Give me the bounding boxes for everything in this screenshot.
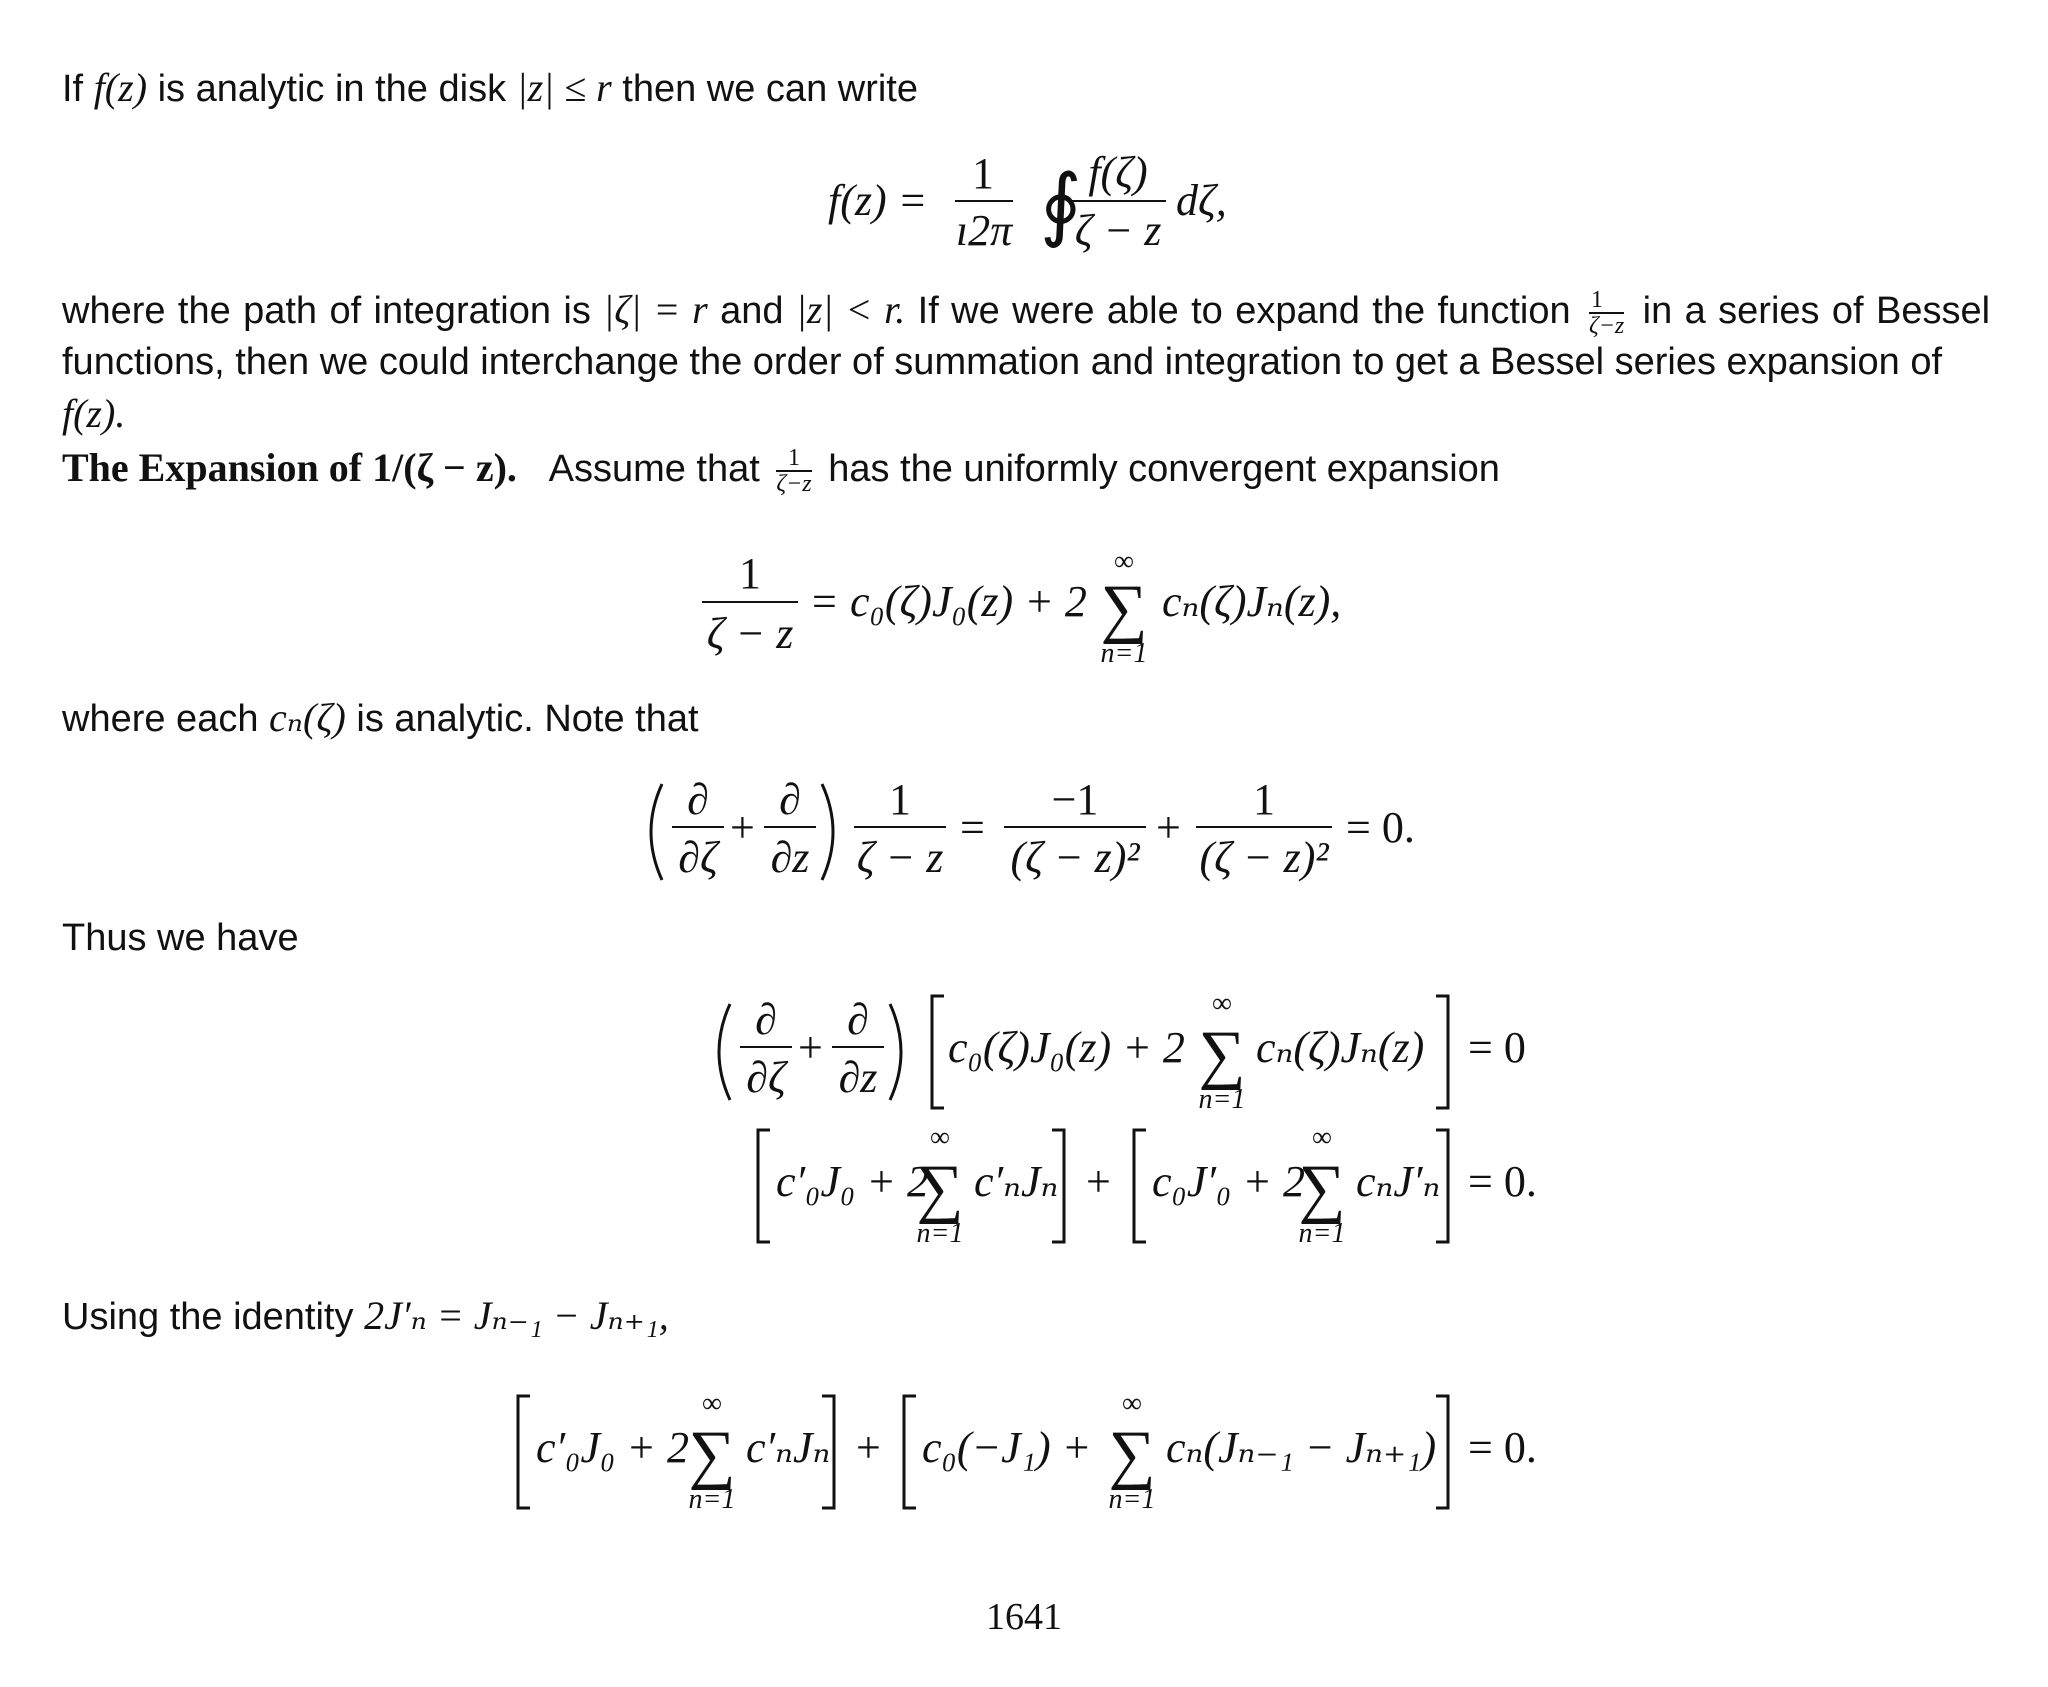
paragraph-identity — [62, 1290, 1990, 1343]
sum-upper: ∞ — [1114, 546, 1134, 577]
frac-num: −1 — [1051, 775, 1099, 824]
eq6-b1-summand: c′ₙJₙ — [746, 1423, 831, 1472]
frac-den: (ζ − z)² — [1199, 833, 1329, 882]
sum-lower: n=1 — [1198, 1084, 1246, 1115]
math-fz: f(z) — [93, 65, 148, 110]
eq2-lhs-den: ζ − z — [706, 609, 794, 658]
eq2-summand: cₙ(ζ)Jₙ(z), — [1162, 577, 1342, 626]
section-heading-line — [62, 442, 1990, 496]
section-heading: The Expansion of 1/(ζ − z). — [62, 445, 517, 490]
eq1-int-num: f(ζ) — [1088, 148, 1148, 197]
sum-upper: ∞ — [702, 1388, 722, 1419]
eq2-lhs-num: 1 — [739, 549, 761, 598]
paragraph-thus — [62, 912, 1990, 964]
sum-sign: ∑ — [688, 1418, 736, 1491]
equation-expansion — [0, 540, 2048, 670]
para2-text: functions, then we could interchange the order of summation and integration to get a Bessel series expansion of — [62, 341, 1943, 383]
frac-num: 1 — [889, 775, 911, 824]
paragraph-path-line2 — [62, 336, 1990, 441]
frac-num: 1 — [1589, 288, 1624, 314]
frac-den: ζ−z — [776, 470, 812, 497]
sum-lower: n=1 — [1298, 1218, 1346, 1249]
equation-cauchy-integral — [0, 145, 2048, 255]
eq-tail: = 0. — [1468, 1423, 1537, 1472]
para4-text: Thus we have — [62, 917, 299, 959]
equation-expanded-brackets — [0, 1120, 2048, 1250]
partial-num: ∂ — [687, 775, 709, 824]
sum-upper: ∞ — [930, 1122, 950, 1153]
eq-tail: = 0 — [1468, 1023, 1526, 1072]
paragraph-analytic — [62, 692, 1990, 745]
eq4-term1: c₀(ζ)J₀(z) + 2 — [948, 1023, 1185, 1072]
para3-text: where each — [62, 698, 259, 740]
sum-lower: n=1 — [1100, 638, 1148, 669]
eq1-integral-sign: ∮ — [1040, 161, 1082, 249]
sum-upper: ∞ — [1312, 1122, 1332, 1153]
intro-paragraph — [62, 62, 1990, 115]
plus: + — [856, 1423, 881, 1472]
plus: + — [1156, 803, 1181, 852]
sum-lower: n=1 — [916, 1218, 964, 1249]
eq5-b2-term: c₀J′₀ + 2 — [1152, 1157, 1305, 1206]
section-text: Assume that — [548, 448, 760, 490]
inline-fraction — [776, 446, 811, 496]
para5-math: 2J′ₙ = Jₙ₋₁ − Jₙ₊₁, — [364, 1293, 669, 1338]
section-text: has the uniformly convergent expansion — [828, 448, 1500, 490]
partial-zeta: ∂ζ — [678, 833, 718, 882]
sum-sign: ∑ — [1198, 1018, 1246, 1091]
frac-den: (ζ − z)² — [1010, 833, 1140, 882]
equation-operator-applied — [0, 986, 2048, 1116]
frac-num: 1 — [1253, 775, 1275, 824]
equation-identity-applied — [0, 1386, 2048, 1516]
partial-zeta: ∂ζ — [746, 1053, 786, 1102]
eq5-b2-summand: cₙJ′ₙ — [1356, 1157, 1441, 1206]
plus: + — [798, 1023, 823, 1072]
plus: + — [730, 803, 755, 852]
eq-tail: = 0. — [1468, 1157, 1537, 1206]
eq2-eq: = — [812, 577, 837, 626]
partial-num: ∂ — [779, 775, 801, 824]
partial-z: ∂z — [770, 833, 810, 882]
sum-sign: ∑ — [1100, 572, 1148, 645]
eq5-b1-term: c′₀J₀ + 2 — [776, 1157, 929, 1206]
para2-math: f(z). — [62, 391, 126, 436]
inline-fraction — [1589, 288, 1624, 338]
sum-lower: n=1 — [1108, 1484, 1156, 1515]
equation-derivative — [0, 772, 2048, 892]
para2-math: |z| < r. — [795, 287, 906, 332]
intro-text: then we can write — [622, 68, 918, 110]
eq1-lhs: f(z) = — [828, 176, 928, 225]
intro-text: If — [62, 68, 84, 110]
paragraph-path-of-integration — [62, 284, 1990, 338]
para2-text: in a series of Bessel — [1642, 290, 1991, 332]
para2-math: |ζ| = r — [603, 287, 708, 332]
partial-num: ∂ — [847, 995, 869, 1044]
eq1-coef-den: ı2π — [955, 206, 1013, 255]
intro-text: is analytic in the disk — [157, 68, 507, 110]
eq2-term1: c₀(ζ)J₀(z) + 2 — [850, 577, 1087, 626]
para3-math: cₙ(ζ) — [269, 695, 346, 740]
eq6-b2-term: c₀(−J₁) + — [922, 1423, 1092, 1472]
sum-lower: n=1 — [688, 1484, 736, 1515]
sum-sign: ∑ — [1108, 1418, 1156, 1491]
para5-text: Using the identity — [62, 1296, 354, 1338]
math-disk: |z| ≤ r — [516, 65, 612, 110]
eq1-coef-num: 1 — [972, 149, 994, 198]
plus: + — [1086, 1157, 1111, 1206]
sum-sign: ∑ — [1298, 1152, 1346, 1225]
para3-text: is analytic. Note that — [356, 698, 699, 740]
eq1-int-den: ζ − z — [1074, 206, 1162, 255]
para2-text: where the path of integration is — [62, 290, 591, 332]
frac-num: 1 — [776, 446, 811, 472]
partial-z: ∂z — [838, 1053, 878, 1102]
eq1-diff: dζ, — [1176, 176, 1227, 225]
frac-den: ζ−z — [1589, 312, 1625, 339]
eq4-summand: cₙ(ζ)Jₙ(z) — [1256, 1023, 1425, 1072]
equals: = — [960, 803, 985, 852]
frac-den: ζ − z — [856, 833, 944, 882]
eq5-b1-summand: c′ₙJₙ — [974, 1157, 1059, 1206]
eq6-b1-term: c′₀J₀ + 2 — [536, 1423, 689, 1472]
para2-text: and — [720, 290, 784, 332]
partial-num: ∂ — [755, 995, 777, 1044]
sum-sign: ∑ — [916, 1152, 964, 1225]
sum-upper: ∞ — [1212, 988, 1232, 1019]
sum-upper: ∞ — [1122, 1388, 1142, 1419]
eq6-b2-summand: cₙ(Jₙ₋₁ − Jₙ₊₁) — [1166, 1423, 1437, 1472]
eq-tail: = 0. — [1346, 803, 1415, 852]
para2-text: If we were able to expand the function — [917, 290, 1571, 332]
page-number: 1641 — [986, 1596, 1062, 1638]
